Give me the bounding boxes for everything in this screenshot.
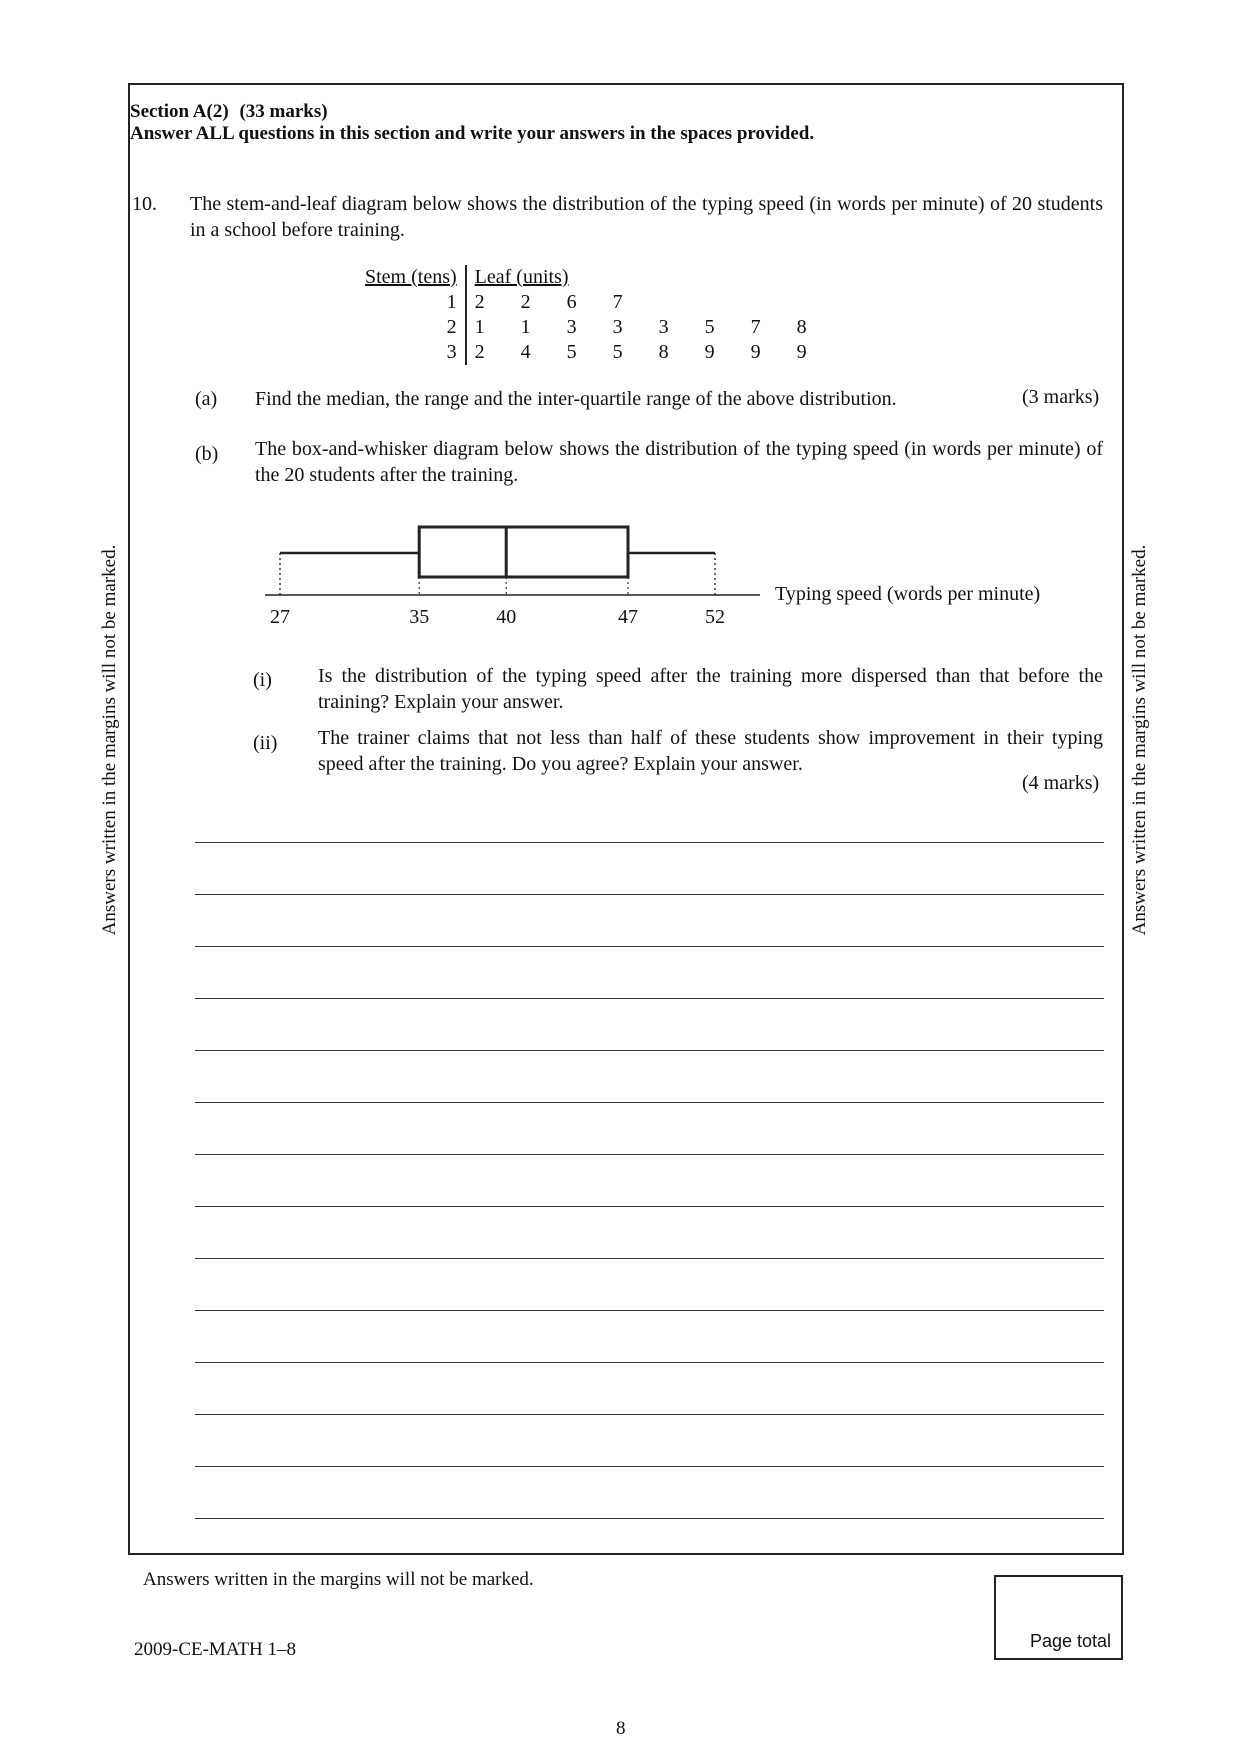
answer-line[interactable] bbox=[195, 1102, 1104, 1103]
answer-line[interactable] bbox=[195, 1154, 1104, 1155]
answer-line[interactable] bbox=[195, 1518, 1104, 1519]
part-b-label: (b) bbox=[195, 443, 219, 465]
answer-line[interactable] bbox=[195, 1414, 1104, 1415]
axis-tick-labels bbox=[270, 606, 725, 628]
leaf-value: 7 bbox=[612, 291, 623, 313]
part-b-marks: (4 marks) bbox=[1022, 772, 1100, 794]
axis-tick-label: 47 bbox=[618, 606, 638, 628]
leaf-value: 8 bbox=[796, 316, 807, 338]
stem-header: Stem (tens) bbox=[365, 265, 466, 290]
leaf-value: 2 bbox=[474, 291, 485, 313]
leaf-value: 4 bbox=[520, 341, 531, 363]
footer-margin-note: Answers written in the margins will not be marked. bbox=[143, 1569, 534, 1590]
leaf-value: 1 bbox=[474, 316, 485, 338]
part-a-label: (a) bbox=[195, 388, 218, 410]
stem-value: 2 bbox=[365, 315, 466, 340]
leaf-value: 5 bbox=[566, 341, 577, 363]
x-axis-label: Typing speed (words per minute) bbox=[775, 583, 1041, 605]
leaf-value: 2 bbox=[474, 341, 485, 363]
question-intro: The stem-and-leaf diagram below shows the distribution of the typing speed (in words per minute) of 20 students in a school before training. bbox=[190, 193, 1103, 241]
stem-leaf-row bbox=[365, 290, 835, 315]
leaf-value: 5 bbox=[612, 341, 623, 363]
leaf-value: 9 bbox=[796, 341, 807, 363]
axis-tick-label: 52 bbox=[705, 606, 725, 628]
sub-ii-text: The trainer claims that not less than half of these students show improvement in their typing speed after the training. Do you agree? Explain your answer. bbox=[318, 727, 1103, 775]
section-instruction: Answer ALL questions in this section and write your answers in the spaces provided. bbox=[130, 123, 815, 144]
page-total-box bbox=[994, 1575, 1123, 1660]
section-marks: (33 marks) bbox=[239, 101, 328, 122]
left-margin-note: Answers written in the margins will not be marked. bbox=[99, 544, 120, 936]
answer-line[interactable] bbox=[195, 842, 1104, 843]
answer-line[interactable] bbox=[195, 1310, 1104, 1311]
leaf-value: 7 bbox=[750, 316, 761, 338]
page-total-label: Page total bbox=[1029, 1631, 1111, 1651]
right-margin-note: Answers written in the margins will not be marked. bbox=[1129, 544, 1150, 936]
stem-leaf-row bbox=[365, 315, 835, 340]
leaf-value: 9 bbox=[750, 341, 761, 363]
stem-value: 3 bbox=[365, 340, 466, 365]
sub-ii-label: (ii) bbox=[253, 732, 278, 754]
part-b-text: The box-and-whisker diagram below shows the distribution of the typing speed (in words per minute) of the 20 students after the training. bbox=[255, 438, 1103, 486]
section-heading bbox=[130, 101, 328, 123]
leaf-value: 1 bbox=[520, 316, 531, 338]
part-a-marks: (3 marks) bbox=[1022, 386, 1100, 408]
sub-i-label: (i) bbox=[253, 669, 272, 691]
box-whisker-plot bbox=[265, 527, 760, 595]
leaf-value: 3 bbox=[566, 316, 577, 338]
axis-tick-label: 40 bbox=[496, 606, 517, 628]
stem-leaf-diagram bbox=[365, 265, 835, 365]
leaf-value: 3 bbox=[612, 316, 623, 338]
answer-line[interactable] bbox=[195, 1466, 1104, 1467]
leaf-value: 9 bbox=[704, 341, 715, 363]
answer-line[interactable] bbox=[195, 1206, 1104, 1207]
leaf-value: 3 bbox=[658, 316, 669, 338]
axis-tick-label: 27 bbox=[270, 606, 290, 628]
answer-line[interactable] bbox=[195, 1362, 1104, 1363]
box-whisker-chart bbox=[250, 515, 1090, 630]
question-number: 10. bbox=[132, 193, 157, 215]
answer-line[interactable] bbox=[195, 1050, 1104, 1051]
axis-tick-label: 35 bbox=[409, 606, 430, 628]
answer-line[interactable] bbox=[195, 894, 1104, 895]
stem-leaf-row bbox=[365, 340, 835, 365]
leaf-value: 5 bbox=[704, 316, 715, 338]
part-a-text: Find the median, the range and the inter-quartile range of the above distribution. bbox=[255, 388, 897, 410]
iqr-box bbox=[419, 527, 628, 577]
section-title: Section A(2) bbox=[130, 101, 229, 122]
answer-line[interactable] bbox=[195, 998, 1104, 999]
exam-code: 2009-CE-MATH 1–8 bbox=[134, 1639, 297, 1660]
page-number: 8 bbox=[616, 1718, 626, 1739]
answer-line[interactable] bbox=[195, 1258, 1104, 1259]
leaf-value: 2 bbox=[520, 291, 531, 313]
leaf-header: Leaf (units) bbox=[474, 266, 569, 288]
stem-value: 1 bbox=[365, 290, 466, 315]
leaf-value: 8 bbox=[658, 341, 669, 363]
leaf-value: 6 bbox=[566, 291, 577, 313]
sub-i-text: Is the distribution of the typing speed after the training more dispersed than that before the training? Explain your answer. bbox=[318, 665, 1103, 713]
answer-line[interactable] bbox=[195, 946, 1104, 947]
